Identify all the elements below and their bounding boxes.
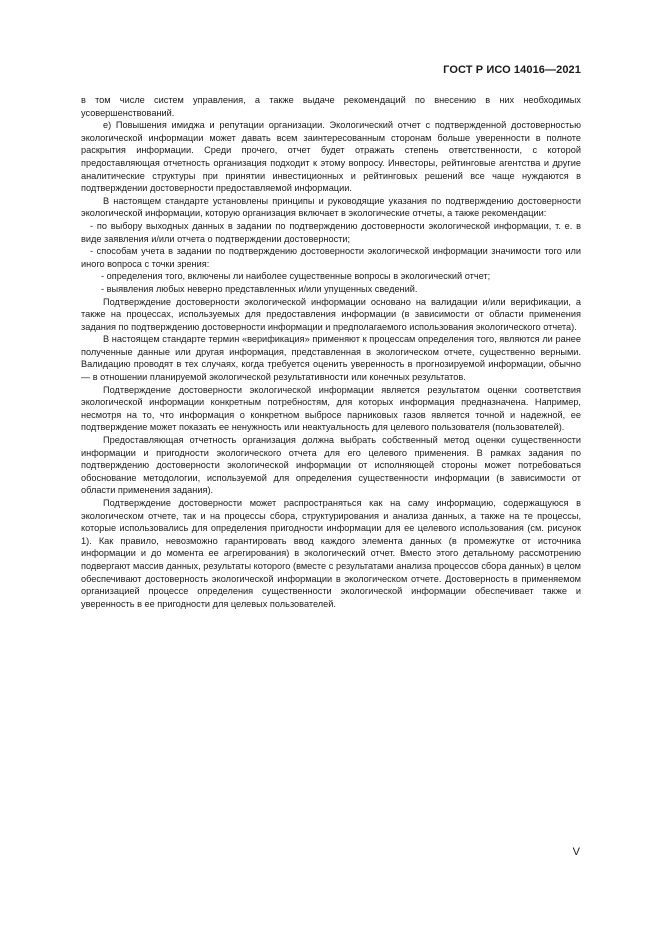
paragraph: В настоящем стандарте термин «верификация» применяют к процессам определения того, являются ли ранее полученные данные или другая информация, представленная в экологическом отчете, существенно верными. Валидацию проводят в тех случаях, когда требуется оценить уверенность в прогнозируемой информации, обычно — в отношении планируемой экологической результативности или конечных результатов. xyxy=(81,334,581,383)
paragraph-continuation: в том числе систем управления, а также выдаче рекомендаций по внесению в них необходимых усовершенствований. xyxy=(81,95,581,118)
page-number: V xyxy=(572,846,580,858)
paragraph: Предоставляющая отчетность организация должна выбрать собственный метод оценки существенности информации и пригодности экологического отчета для его целевого применения. В рамках задания по подтверждению достоверности экологической информации от исполняющей стороны может потребоваться обоснование методологии, используемой для определения существенности информации (в зависимости от области применения задания). xyxy=(81,435,581,496)
paragraph-item-e: е) Повышения имиджа и репутации организации. Экологический отчет с подтвержденной достоверностью экологической информации может давать всем заинтересованным сторонам больше уверенности в полноте раскрытия информации. Среди прочего, отчет будет отражать степень ответственности, с которой предоставляющая отчетность организация подходит к этому вопросу. Инвесторы, рейтинговые агентства и другие аналитические структуры при принятии инвестиционных и рейтинговых решений все чаще нуждаются в подтверждении достоверности предоставляемой информации. xyxy=(81,120,581,194)
paragraph-scope-intro: В настоящем стандарте установлены принципы и руководящие указания по подтверждению достоверности экологической информации, которую организация включает в экологические отчеты, а также рекомендации: xyxy=(81,195,581,219)
standard-header: ГОСТ Р ИСО 14016—2021 xyxy=(443,64,581,76)
body-text xyxy=(81,94,581,610)
sub-list-item: - выявления любых неверно представленных и/или упущенных сведений. xyxy=(101,283,418,294)
paragraph: Подтверждение достоверности экологической информации является результатом оценки соответствия экологической информации конкретным потребностям, для которых информация предназначена. Например, несмотря на то, что информация о конкретном выбросе парниковых газов является точной и надежной, ее подтверждение может показать ее ненужность или неактуальность для целевого пользователя (пользователей). xyxy=(81,384,581,433)
sub-list-item: - определения того, включены ли наиболее существенные вопросы в экологический отчет; xyxy=(101,271,491,282)
list-item: - способам учета в задании по подтверждению достоверности экологической информации значимости того или иного вопроса с точки зрения: xyxy=(81,246,581,269)
paragraph: Подтверждение достоверности экологической информации основано на валидации и/или верификации, а также на процессах, используемых для предоставления информации (в зависимости от области применения задания по подтверждению достоверности информации и предполагаемого использования экологического отчета). xyxy=(81,296,581,332)
list-item: - по выбору выходных данных в задании по подтверждению достоверности экологической информации, т. е. в виде заявления и/или отчета о подтверждении достоверности; xyxy=(81,220,581,244)
paragraph: Подтверждение достоверности может распространяться как на саму информацию, содержащуюся в экологическом отчете, так и на процессы сбора, структурирования и анализа данных, а также на те процессы, которые использовались для определения пригодности информации для ее целевого использования (см. рисунок 1). Как правило, невозможно гарантировать ввод каждого элемента данных (в промежутке от источника информации и до момента ее агрегирования) в экологический отчет. Вместо этого детальному рассмотрению подвергают массив данных, результаты которого (вместе с результатами анализа процессов сбора данных) в целом обеспечивают достоверность экологической информации в экологическом отчете. Достоверность в применяемом организацией процессе определения существенности экологической информации обеспечивает также и уверенность в ее пригодности для целевых пользователей. xyxy=(81,498,581,609)
